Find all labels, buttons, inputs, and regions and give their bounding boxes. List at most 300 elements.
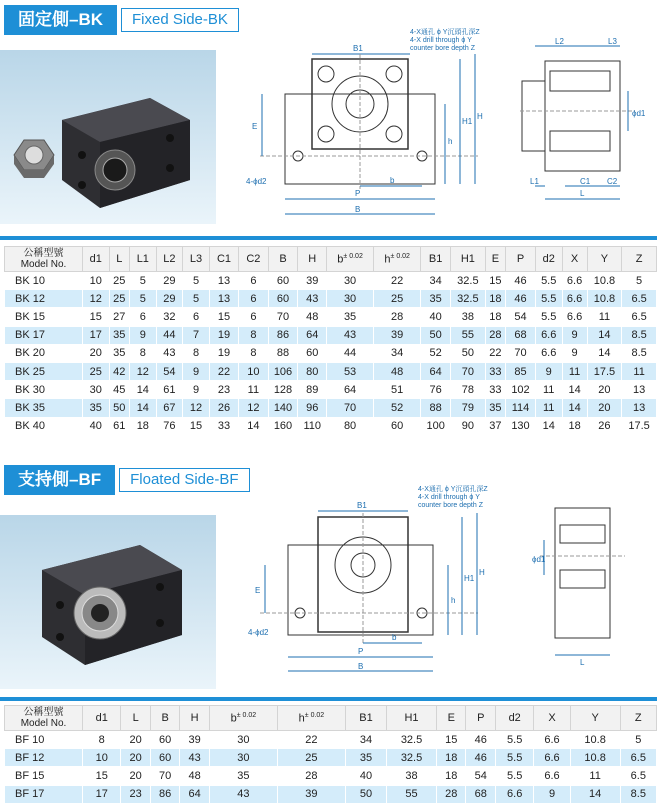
value-cell: 30 xyxy=(209,749,277,767)
value-cell: 46 xyxy=(466,749,496,767)
value-cell: 30 xyxy=(327,290,374,308)
value-cell: 6.5 xyxy=(620,767,656,785)
value-cell: 35 xyxy=(327,308,374,326)
value-cell: 32 xyxy=(156,308,183,326)
bk-drill-note-3: counter bore depth Z xyxy=(410,45,475,52)
value-cell: 6.6 xyxy=(562,290,587,308)
bk-dim-h1: H1 xyxy=(462,117,473,126)
value-cell: 86 xyxy=(150,785,180,803)
value-cell: 14 xyxy=(570,785,620,803)
bk-drill-note-2: 4-X drill through ϕ Y xyxy=(410,37,472,44)
value-cell: 50 xyxy=(109,399,129,417)
value-cell: 17.5 xyxy=(587,362,622,380)
bk-col-model-cn: 公稱型號 xyxy=(23,248,64,259)
bf-col-b-tol: ± 0.02 xyxy=(236,711,257,719)
value-cell: 88 xyxy=(268,344,298,362)
value-cell: 60 xyxy=(268,290,298,308)
value-cell: 26 xyxy=(587,417,622,435)
value-cell: 80 xyxy=(298,362,327,380)
value-cell: 9 xyxy=(562,326,587,344)
value-cell: 29 xyxy=(156,272,183,290)
value-cell: 11 xyxy=(587,308,622,326)
value-cell: 9 xyxy=(183,362,210,380)
model-cell: BF 15 xyxy=(5,767,83,785)
nut-image xyxy=(14,140,54,178)
value-cell: 40 xyxy=(345,767,386,785)
value-cell: 20 xyxy=(587,399,622,417)
bf-col-l: L xyxy=(121,706,151,731)
value-cell: 17.5 xyxy=(622,417,657,435)
bk-table-body xyxy=(5,272,657,436)
bk-dim-h-small: h xyxy=(448,137,453,146)
bf-dim-l: L xyxy=(580,658,585,667)
value-cell: 5 xyxy=(130,272,157,290)
bk-col-h-tol: ± 0.02 xyxy=(390,252,410,260)
value-cell: 48 xyxy=(180,767,210,785)
bf-product-photo xyxy=(0,515,216,689)
value-cell: 64 xyxy=(180,785,210,803)
value-cell: 7 xyxy=(183,326,210,344)
bk-table-header-row xyxy=(5,247,657,272)
value-cell: 6 xyxy=(239,290,268,308)
bf-table-body xyxy=(5,731,657,804)
value-cell: 114 xyxy=(506,399,536,417)
value-cell: 25 xyxy=(109,272,129,290)
value-cell: 25 xyxy=(374,290,421,308)
bf-col-b-small-label: b xyxy=(230,712,237,725)
bk-col-model-en: Model No. xyxy=(20,259,67,270)
value-cell: 61 xyxy=(156,381,183,399)
bf-table-header-row xyxy=(5,706,657,731)
value-cell: 20 xyxy=(121,731,151,749)
bk-title-cn: 固定側–BK xyxy=(4,5,117,35)
value-cell: 11 xyxy=(562,362,587,380)
bk-dim-b1: B1 xyxy=(353,44,363,53)
value-cell: 52 xyxy=(421,344,451,362)
value-cell: 44 xyxy=(156,326,183,344)
value-cell: 33 xyxy=(485,362,505,380)
bk-col-l3: L3 xyxy=(183,247,210,272)
bk-product-photo xyxy=(0,50,216,224)
bk-col-b-small xyxy=(327,247,374,272)
value-cell: 60 xyxy=(374,417,421,435)
model-cell: BF 12 xyxy=(5,749,83,767)
value-cell: 15 xyxy=(183,417,210,435)
bf-col-h-small xyxy=(277,706,345,731)
value-cell: 25 xyxy=(83,362,110,380)
bk-col-h1: H1 xyxy=(451,247,486,272)
value-cell: 55 xyxy=(451,326,486,344)
value-cell: 5.5 xyxy=(495,749,533,767)
bf-col-b1: B1 xyxy=(345,706,386,731)
value-cell: 96 xyxy=(298,399,327,417)
value-cell: 15 xyxy=(436,731,466,749)
table-row xyxy=(5,308,657,326)
bk-col-e: E xyxy=(485,247,505,272)
value-cell: 25 xyxy=(277,749,345,767)
value-cell: 102 xyxy=(506,381,536,399)
bk-dim-d1: ϕd1 xyxy=(632,109,646,118)
value-cell: 9 xyxy=(534,785,570,803)
value-cell: 5 xyxy=(183,290,210,308)
bk-col-z: Z xyxy=(622,247,657,272)
bk-col-x: X xyxy=(562,247,587,272)
bk-col-c2: C2 xyxy=(239,247,268,272)
value-cell: 70 xyxy=(150,767,180,785)
value-cell: 34 xyxy=(374,344,421,362)
model-cell: BK 30 xyxy=(5,381,83,399)
value-cell: 20 xyxy=(83,344,110,362)
value-cell: 23 xyxy=(121,785,151,803)
table-row xyxy=(5,399,657,417)
bk-col-d2: d2 xyxy=(535,247,562,272)
value-cell: 20 xyxy=(121,767,151,785)
value-cell: 80 xyxy=(327,417,374,435)
bf-dim-d1: ϕd1 xyxy=(532,555,546,564)
model-cell: BK 12 xyxy=(5,290,83,308)
value-cell: 17 xyxy=(83,785,121,803)
value-cell: 39 xyxy=(277,785,345,803)
value-cell: 6.6 xyxy=(535,344,562,362)
value-cell: 128 xyxy=(268,381,298,399)
value-cell: 15 xyxy=(209,308,238,326)
value-cell: 11 xyxy=(239,381,268,399)
value-cell: 43 xyxy=(209,785,277,803)
value-cell: 76 xyxy=(156,417,183,435)
value-cell: 90 xyxy=(451,417,486,435)
value-cell: 22 xyxy=(374,272,421,290)
value-cell: 46 xyxy=(506,272,536,290)
value-cell: 79 xyxy=(451,399,486,417)
table-row xyxy=(5,326,657,344)
value-cell: 12 xyxy=(183,399,210,417)
table-row xyxy=(5,381,657,399)
value-cell: 42 xyxy=(109,362,129,380)
value-cell: 8.5 xyxy=(622,344,657,362)
value-cell: 29 xyxy=(156,290,183,308)
value-cell: 50 xyxy=(421,326,451,344)
value-cell: 51 xyxy=(374,381,421,399)
value-cell: 6.6 xyxy=(562,308,587,326)
value-cell: 6 xyxy=(130,308,157,326)
value-cell: 8 xyxy=(239,344,268,362)
value-cell: 30 xyxy=(327,272,374,290)
value-cell: 78 xyxy=(451,381,486,399)
table-row xyxy=(5,290,657,308)
model-cell: BK 40 xyxy=(5,417,83,435)
value-cell: 50 xyxy=(451,344,486,362)
value-cell: 5 xyxy=(130,290,157,308)
value-cell: 10.8 xyxy=(587,272,622,290)
bf-col-model-en: Model No. xyxy=(20,718,67,729)
value-cell: 6 xyxy=(183,308,210,326)
value-cell: 28 xyxy=(374,308,421,326)
bf-block-image xyxy=(42,545,182,665)
bk-side-drawing xyxy=(510,36,655,211)
value-cell: 33 xyxy=(209,417,238,435)
value-cell: 9 xyxy=(183,381,210,399)
value-cell: 100 xyxy=(421,417,451,435)
bk-col-l: L xyxy=(109,247,129,272)
value-cell: 85 xyxy=(506,362,536,380)
value-cell: 13 xyxy=(209,272,238,290)
bk-block-image xyxy=(62,98,190,208)
value-cell: 6.5 xyxy=(620,749,656,767)
bk-dim-l2: L2 xyxy=(555,37,564,46)
value-cell: 9 xyxy=(130,326,157,344)
bf-table-top-bar xyxy=(0,697,657,701)
value-cell: 35 xyxy=(109,344,129,362)
value-cell: 20 xyxy=(121,749,151,767)
table-row xyxy=(5,767,657,785)
value-cell: 23 xyxy=(209,381,238,399)
bf-dim-d2: 4-ϕd2 xyxy=(248,628,269,637)
bk-dim-c1: C1 xyxy=(580,177,591,186)
table-row xyxy=(5,785,657,803)
bf-section-header xyxy=(4,465,250,495)
value-cell: 30 xyxy=(209,731,277,749)
value-cell: 40 xyxy=(83,417,110,435)
value-cell: 34 xyxy=(421,272,451,290)
value-cell: 39 xyxy=(180,731,210,749)
value-cell: 6 xyxy=(239,308,268,326)
value-cell: 6.6 xyxy=(535,326,562,344)
bk-col-l1: L1 xyxy=(130,247,157,272)
bf-drill-note-3: counter bore depth Z xyxy=(418,502,483,509)
value-cell: 14 xyxy=(587,344,622,362)
value-cell: 76 xyxy=(421,381,451,399)
value-cell: 110 xyxy=(298,417,327,435)
value-cell: 14 xyxy=(130,399,157,417)
value-cell: 8 xyxy=(239,326,268,344)
bf-col-d2: d2 xyxy=(495,706,533,731)
value-cell: 64 xyxy=(421,362,451,380)
value-cell: 11 xyxy=(535,381,562,399)
value-cell: 18 xyxy=(436,767,466,785)
bf-dim-h-small: h xyxy=(451,596,456,605)
value-cell: 27 xyxy=(109,308,129,326)
bk-dim-l3: L3 xyxy=(608,37,617,46)
value-cell: 67 xyxy=(156,399,183,417)
bk-col-b1: B1 xyxy=(421,247,451,272)
value-cell: 18 xyxy=(130,417,157,435)
value-cell: 19 xyxy=(209,326,238,344)
value-cell: 22 xyxy=(277,731,345,749)
model-cell: BF 17 xyxy=(5,785,83,803)
value-cell: 13 xyxy=(209,290,238,308)
model-cell: BK 25 xyxy=(5,362,83,380)
value-cell: 10.8 xyxy=(570,731,620,749)
bf-front-drawing xyxy=(240,485,500,685)
value-cell: 32.5 xyxy=(387,731,437,749)
bf-col-h: H xyxy=(180,706,210,731)
value-cell: 35 xyxy=(83,399,110,417)
value-cell: 48 xyxy=(374,362,421,380)
value-cell: 11 xyxy=(622,362,657,380)
bf-col-b: B xyxy=(150,706,180,731)
value-cell: 15 xyxy=(485,272,505,290)
value-cell: 33 xyxy=(485,381,505,399)
bk-col-h: H xyxy=(298,247,327,272)
value-cell: 64 xyxy=(327,381,374,399)
value-cell: 38 xyxy=(387,767,437,785)
bk-drill-note-1: 4-X通孔 ϕ Y沉頭孔深Z xyxy=(410,29,480,36)
value-cell: 52 xyxy=(374,399,421,417)
value-cell: 5.5 xyxy=(495,767,533,785)
value-cell: 5 xyxy=(622,272,657,290)
value-cell: 35 xyxy=(109,326,129,344)
value-cell: 18 xyxy=(485,290,505,308)
value-cell: 6.6 xyxy=(495,785,533,803)
value-cell: 8 xyxy=(183,344,210,362)
value-cell: 5.5 xyxy=(535,308,562,326)
value-cell: 14 xyxy=(587,326,622,344)
value-cell: 18 xyxy=(562,417,587,435)
bf-spec-table xyxy=(4,705,657,804)
bf-dim-b1: B1 xyxy=(357,501,367,510)
model-cell: BK 20 xyxy=(5,344,83,362)
model-cell: BK 35 xyxy=(5,399,83,417)
value-cell: 39 xyxy=(298,272,327,290)
value-cell: 50 xyxy=(345,785,386,803)
value-cell: 12 xyxy=(83,290,110,308)
bf-col-model xyxy=(5,706,83,731)
value-cell: 22 xyxy=(209,362,238,380)
bf-dim-b-half: b xyxy=(392,633,397,642)
value-cell: 32.5 xyxy=(451,290,486,308)
bf-drill-note-2: 4-X drill through ϕ Y xyxy=(418,494,480,501)
value-cell: 48 xyxy=(298,308,327,326)
value-cell: 5.5 xyxy=(535,290,562,308)
bk-dim-b-half: b xyxy=(390,176,395,185)
value-cell: 61 xyxy=(109,417,129,435)
value-cell: 44 xyxy=(327,344,374,362)
bf-col-e: E xyxy=(436,706,466,731)
table-row xyxy=(5,417,657,435)
bk-section-header xyxy=(4,5,239,35)
bf-dim-b-total: B xyxy=(358,662,364,671)
value-cell: 55 xyxy=(387,785,437,803)
bk-dim-p: P xyxy=(355,189,361,198)
value-cell: 30 xyxy=(83,381,110,399)
bf-col-h-tol: ± 0.02 xyxy=(304,711,325,719)
bk-dim-h: H xyxy=(477,112,483,121)
bk-col-h-small xyxy=(374,247,421,272)
value-cell: 28 xyxy=(485,326,505,344)
value-cell: 12 xyxy=(130,362,157,380)
value-cell: 6.6 xyxy=(562,272,587,290)
value-cell: 46 xyxy=(506,290,536,308)
bk-title-en: Fixed Side-BK xyxy=(121,8,239,32)
table-row xyxy=(5,272,657,290)
value-cell: 70 xyxy=(506,344,536,362)
value-cell: 26 xyxy=(209,399,238,417)
value-cell: 54 xyxy=(506,308,536,326)
value-cell: 10 xyxy=(83,749,121,767)
value-cell: 5.5 xyxy=(495,731,533,749)
value-cell: 5 xyxy=(620,731,656,749)
bk-col-model xyxy=(5,247,83,272)
bf-col-d1: d1 xyxy=(83,706,121,731)
bf-title-en: Floated Side-BF xyxy=(119,468,249,492)
value-cell: 60 xyxy=(298,344,327,362)
value-cell: 43 xyxy=(327,326,374,344)
value-cell: 106 xyxy=(268,362,298,380)
value-cell: 64 xyxy=(298,326,327,344)
bk-front-drawing xyxy=(240,24,500,229)
value-cell: 10.8 xyxy=(570,749,620,767)
value-cell: 11 xyxy=(535,399,562,417)
value-cell: 6.5 xyxy=(622,290,657,308)
bk-table-top-bar xyxy=(0,236,657,240)
value-cell: 18 xyxy=(436,749,466,767)
value-cell: 86 xyxy=(268,326,298,344)
bk-col-b: B xyxy=(268,247,298,272)
value-cell: 14 xyxy=(562,399,587,417)
value-cell: 10.8 xyxy=(587,290,622,308)
model-cell: BK 17 xyxy=(5,326,83,344)
value-cell: 35 xyxy=(421,290,451,308)
value-cell: 28 xyxy=(277,767,345,785)
table-row xyxy=(5,731,657,749)
value-cell: 60 xyxy=(150,731,180,749)
value-cell: 13 xyxy=(622,381,657,399)
value-cell: 14 xyxy=(130,381,157,399)
value-cell: 38 xyxy=(451,308,486,326)
value-cell: 32.5 xyxy=(387,749,437,767)
value-cell: 32.5 xyxy=(451,272,486,290)
model-cell: BK 15 xyxy=(5,308,83,326)
bk-col-c1: C1 xyxy=(209,247,238,272)
bf-title-cn: 支持側–BF xyxy=(4,465,115,495)
bf-dim-e: E xyxy=(255,586,261,595)
value-cell: 15 xyxy=(83,767,121,785)
bf-col-model-cn: 公稱型號 xyxy=(23,707,64,718)
value-cell: 35 xyxy=(209,767,277,785)
bk-dim-l1: L1 xyxy=(530,177,539,186)
bf-dim-h1: H1 xyxy=(464,574,475,583)
value-cell: 70 xyxy=(268,308,298,326)
value-cell: 34 xyxy=(345,731,386,749)
value-cell: 5.5 xyxy=(535,272,562,290)
value-cell: 8 xyxy=(130,344,157,362)
value-cell: 10 xyxy=(83,272,110,290)
model-cell: BK 10 xyxy=(5,272,83,290)
bk-dim-c2: C2 xyxy=(607,177,618,186)
value-cell: 6.6 xyxy=(534,731,570,749)
bk-col-h-small-label: h xyxy=(384,253,391,266)
bk-dim-b-total: B xyxy=(355,205,361,214)
value-cell: 9 xyxy=(535,362,562,380)
bk-col-b-small-label: b xyxy=(337,253,344,266)
bk-dim-l: L xyxy=(580,189,585,198)
bk-col-b-tol: ± 0.02 xyxy=(343,252,363,260)
bk-col-l2: L2 xyxy=(156,247,183,272)
bk-dim-d2: 4-ϕd2 xyxy=(246,177,267,186)
value-cell: 12 xyxy=(239,399,268,417)
value-cell: 46 xyxy=(466,731,496,749)
table-row xyxy=(5,749,657,767)
model-cell: BF 10 xyxy=(5,731,83,749)
bf-col-b-small xyxy=(209,706,277,731)
value-cell: 43 xyxy=(298,290,327,308)
value-cell: 20 xyxy=(587,381,622,399)
value-cell: 6.5 xyxy=(622,308,657,326)
value-cell: 15 xyxy=(83,308,110,326)
table-row xyxy=(5,362,657,380)
bk-dim-e: E xyxy=(252,122,258,131)
value-cell: 70 xyxy=(327,399,374,417)
